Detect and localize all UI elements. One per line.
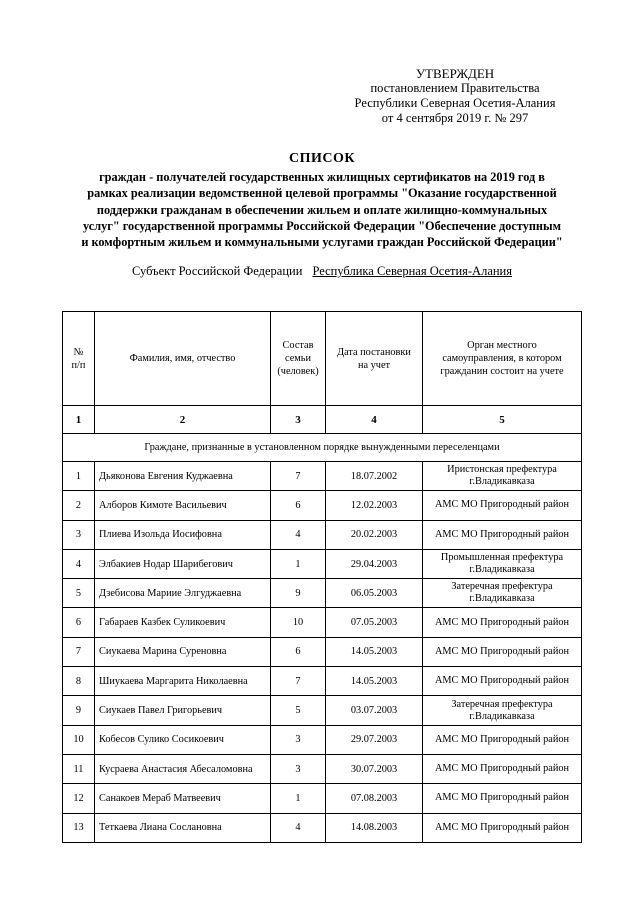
row-org-line: Промышленная префектура <box>440 552 564 564</box>
table-row <box>63 491 582 520</box>
row-date: 07.05.2003 <box>326 608 423 637</box>
row-number: 10 <box>63 725 95 754</box>
row-org <box>423 462 582 491</box>
row-number: 9 <box>63 696 95 725</box>
column-number: 3 <box>271 406 326 434</box>
document-subtitle <box>62 169 582 250</box>
row-number: 5 <box>63 579 95 608</box>
table-row <box>63 549 582 578</box>
row-name: Шиукаева Маргарита Николаевна <box>95 667 271 696</box>
header-family: Состав семьи (человек) <box>271 312 326 406</box>
row-number: 12 <box>63 784 95 813</box>
row-family-size: 4 <box>271 520 326 549</box>
row-org <box>423 608 582 637</box>
subtitle-line-4: услуг" государственной программы Российской Федерации "Обеспечение доступным <box>83 218 561 233</box>
row-org-line: АМС МО Пригородный район <box>434 499 570 511</box>
row-org-line: Затеречная префектура <box>451 581 553 593</box>
document-heading <box>62 151 582 250</box>
row-org-line: г.Владикавказа <box>469 476 535 488</box>
row-number: 7 <box>63 637 95 666</box>
row-number: 4 <box>63 549 95 578</box>
row-number: 1 <box>63 462 95 491</box>
row-date: 12.02.2003 <box>326 491 423 520</box>
row-date: 14.05.2003 <box>326 637 423 666</box>
row-org-line: Иристонская префектура <box>447 464 557 476</box>
group-title: Граждане, признанные в установленном порядке вынужденными переселенцами <box>63 434 582 462</box>
column-number: 2 <box>95 406 271 434</box>
table-row <box>63 667 582 696</box>
row-family-size: 7 <box>271 667 326 696</box>
row-family-size: 1 <box>271 784 326 813</box>
column-number: 5 <box>423 406 582 434</box>
row-family-size: 4 <box>271 813 326 842</box>
row-family-size: 10 <box>271 608 326 637</box>
row-org-line: г.Владикавказа <box>469 564 535 576</box>
column-number-row <box>63 406 582 434</box>
table-row <box>63 608 582 637</box>
row-name: Алборов Кимоте Васильевич <box>95 491 271 520</box>
table-row <box>63 725 582 754</box>
header-number: № п/п <box>63 312 95 406</box>
row-org <box>423 813 582 842</box>
row-name: Дьяконова Евгения Куджаевна <box>95 462 271 491</box>
table-row <box>63 637 582 666</box>
subject-line <box>62 264 582 279</box>
row-name: Теткаева Лиана Сослановна <box>95 813 271 842</box>
row-name: Дзебисова Мариие Элгуджаевна <box>95 579 271 608</box>
row-name: Габараев Казбек Суликоевич <box>95 608 271 637</box>
subtitle-line-2: рамках реализации ведомственной целевой программы "Оказание государственной <box>87 186 557 201</box>
row-name: Кусраева Анастасия Абесаломовна <box>95 754 271 783</box>
row-name: Элбакиев Нодар Шарибегович <box>95 549 271 578</box>
row-family-size: 6 <box>271 491 326 520</box>
row-org <box>423 520 582 549</box>
table-row <box>63 520 582 549</box>
row-family-size: 3 <box>271 754 326 783</box>
row-family-size: 7 <box>271 462 326 491</box>
table-row <box>63 784 582 813</box>
row-name: Кобесов Сулико Сосикоевич <box>95 725 271 754</box>
row-family-size: 9 <box>271 579 326 608</box>
header-org: Орган местного самоуправления, в котором гражданин состоит на учете <box>423 312 582 406</box>
table-row <box>63 754 582 783</box>
row-name: Сиукаева Марина Суреновна <box>95 637 271 666</box>
row-org-line: г.Владикавказа <box>469 710 535 722</box>
row-date: 29.04.2003 <box>326 549 423 578</box>
subtitle-line-3: поддержки гражданам в обеспечении жильем и оплате жилищно-коммунальных <box>96 202 548 217</box>
row-date: 20.02.2003 <box>326 520 423 549</box>
subtitle-line-1: граждан - получателей государственных жилищных сертификатов на 2019 год в <box>99 170 545 184</box>
row-date: 14.05.2003 <box>326 667 423 696</box>
row-family-size: 6 <box>271 637 326 666</box>
row-name: Плиева Изольда Иосифовна <box>95 520 271 549</box>
row-family-size: 3 <box>271 725 326 754</box>
row-name: Сиукаев Павел Григорьевич <box>95 696 271 725</box>
row-org-line: АМС МО Пригородный район <box>434 821 570 833</box>
table-row <box>63 696 582 725</box>
column-number: 4 <box>326 406 423 434</box>
row-org <box>423 637 582 666</box>
row-org <box>423 491 582 520</box>
table-header-row <box>63 312 582 406</box>
group-row <box>63 434 582 462</box>
row-date: 03.07.2003 <box>326 696 423 725</box>
row-org-line: АМС МО Пригородный район <box>434 528 570 540</box>
row-org-line: АМС МО Пригородный район <box>434 763 570 775</box>
row-org-line: АМС МО Пригородный район <box>434 675 570 687</box>
row-name: Санакоев Мераб Матвеевич <box>95 784 271 813</box>
row-date: 30.07.2003 <box>326 754 423 783</box>
row-number: 2 <box>63 491 95 520</box>
row-org <box>423 696 582 725</box>
row-number: 6 <box>63 608 95 637</box>
column-number: 1 <box>63 406 95 434</box>
approval-block <box>330 66 580 126</box>
row-org-line: АМС МО Пригородный район <box>434 792 570 804</box>
header-name: Фамилия, имя, отчество <box>95 312 271 406</box>
subject-value: Республика Северная Осетия-Алания <box>312 264 512 278</box>
document-title: СПИСОК <box>288 151 356 166</box>
row-org <box>423 579 582 608</box>
approval-title: УТВЕРЖДЕН <box>415 66 495 81</box>
approval-line-2: Республики Северная Осетия-Алания <box>354 96 556 110</box>
row-date: 29.07.2003 <box>326 725 423 754</box>
row-org-line: АМС МО Пригородный район <box>434 616 570 628</box>
row-date: 07.08.2003 <box>326 784 423 813</box>
row-number: 11 <box>63 754 95 783</box>
approval-line-1: постановлением Правительства <box>370 81 540 95</box>
row-org-line: г.Владикавказа <box>469 593 535 605</box>
row-org <box>423 725 582 754</box>
approval-line-3: от 4 сентября 2019 г. № 297 <box>381 111 529 125</box>
row-org <box>423 754 582 783</box>
table-row <box>63 813 582 842</box>
row-org-line: АМС МО Пригородный район <box>434 645 570 657</box>
table-row <box>63 579 582 608</box>
recipients-table <box>62 311 582 843</box>
row-number: 8 <box>63 667 95 696</box>
row-org-line: АМС МО Пригородный район <box>434 733 570 745</box>
row-number: 13 <box>63 813 95 842</box>
row-org-line: Затеречная префектура <box>451 698 553 710</box>
row-org <box>423 549 582 578</box>
table-row <box>63 462 582 491</box>
subtitle-line-5: и комфортным жильем и коммунальными услугами граждан Российской Федерации" <box>81 235 563 250</box>
row-date: 06.05.2003 <box>326 579 423 608</box>
row-family-size: 1 <box>271 549 326 578</box>
row-date: 14.08.2003 <box>326 813 423 842</box>
row-family-size: 5 <box>271 696 326 725</box>
row-date: 18.07.2002 <box>326 462 423 491</box>
row-org <box>423 667 582 696</box>
row-org <box>423 784 582 813</box>
subject-label: Субъект Российской Федерации <box>132 264 303 278</box>
row-number: 3 <box>63 520 95 549</box>
header-date: Дата постановки на учет <box>326 312 423 406</box>
